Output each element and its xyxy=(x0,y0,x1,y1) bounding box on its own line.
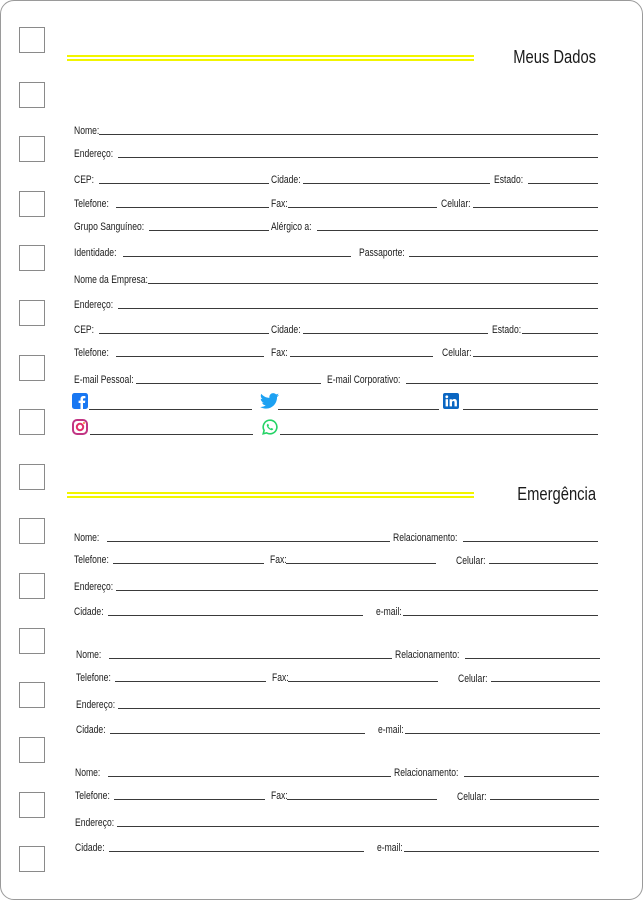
label-relacionamento: Relacionamento: xyxy=(394,767,459,779)
section-title-meus-dados: Meus Dados xyxy=(513,47,596,67)
checkbox[interactable] xyxy=(19,792,45,818)
label-cep-empresa: CEP: xyxy=(74,324,95,336)
label-grupo-sanguineo: Grupo Sanguíneo: xyxy=(74,221,145,233)
field-celular[interactable] xyxy=(491,681,600,682)
label-celular: Celular: xyxy=(457,791,487,803)
field-nome[interactable] xyxy=(99,134,598,135)
label-fax-empresa: Fax: xyxy=(271,347,288,359)
field-facebook[interactable] xyxy=(89,409,252,410)
field-telefone[interactable] xyxy=(116,207,269,208)
label-celular-empresa: Celular: xyxy=(442,347,472,359)
label-email-corporativo: E-mail Corporativo: xyxy=(327,374,401,386)
label-relacionamento: Relacionamento: xyxy=(393,532,458,544)
field-fax[interactable] xyxy=(288,207,437,208)
field-whatsapp[interactable] xyxy=(280,434,598,435)
whatsapp-icon xyxy=(262,419,278,435)
field-cep-empresa[interactable] xyxy=(99,333,269,334)
label-passaporte: Passaporte: xyxy=(359,247,405,259)
checkbox[interactable] xyxy=(19,245,45,271)
label-endereco-empresa: Endereço: xyxy=(74,299,114,311)
field-fax[interactable] xyxy=(288,681,438,682)
field-endereco[interactable] xyxy=(117,826,599,827)
checkbox[interactable] xyxy=(19,355,45,381)
field-nome-empresa[interactable] xyxy=(148,283,598,284)
label-telefone: Telefone: xyxy=(75,790,110,802)
field-cidade[interactable] xyxy=(110,733,365,734)
label-email: e-mail: xyxy=(377,842,403,854)
label-telefone-empresa: Telefone: xyxy=(74,347,109,359)
label-cep: CEP: xyxy=(74,174,95,186)
field-relacionamento[interactable] xyxy=(464,776,599,777)
checkbox[interactable] xyxy=(19,573,45,599)
field-fax[interactable] xyxy=(286,563,436,564)
linkedin-icon xyxy=(443,393,459,409)
facebook-icon xyxy=(72,393,88,409)
checkbox[interactable] xyxy=(19,737,45,763)
field-celular[interactable] xyxy=(473,207,598,208)
field-email-pessoal[interactable] xyxy=(136,383,321,384)
field-cep[interactable] xyxy=(99,183,269,184)
field-nome[interactable] xyxy=(108,776,391,777)
checkbox[interactable] xyxy=(19,409,45,435)
label-telefone: Telefone: xyxy=(74,554,109,566)
label-endereco: Endereço: xyxy=(74,148,114,160)
field-email-corporativo[interactable] xyxy=(406,383,598,384)
label-estado: Estado: xyxy=(494,174,524,186)
instagram-icon xyxy=(72,419,88,435)
field-twitter[interactable] xyxy=(278,409,439,410)
twitter-icon xyxy=(260,393,279,409)
field-relacionamento[interactable] xyxy=(463,541,598,542)
field-fax[interactable] xyxy=(287,799,437,800)
label-telefone: Telefone: xyxy=(76,672,111,684)
label-nome: Nome: xyxy=(74,532,100,544)
field-celular[interactable] xyxy=(489,563,598,564)
field-cidade[interactable] xyxy=(108,615,363,616)
field-telefone[interactable] xyxy=(115,681,266,682)
label-identidade: Identidade: xyxy=(74,247,117,259)
field-cidade[interactable] xyxy=(303,183,490,184)
label-telefone: Telefone: xyxy=(74,198,109,210)
field-linkedin[interactable] xyxy=(463,409,598,410)
field-identidade[interactable] xyxy=(123,256,351,257)
field-endereco[interactable] xyxy=(118,708,600,709)
checkbox[interactable] xyxy=(19,82,45,108)
highlight-bar xyxy=(67,59,474,61)
field-telefone[interactable] xyxy=(114,799,265,800)
field-nome[interactable] xyxy=(109,658,392,659)
label-cidade: Cidade: xyxy=(74,606,104,618)
label-fax: Fax: xyxy=(270,554,287,566)
checkbox[interactable] xyxy=(19,300,45,326)
label-estado-empresa: Estado: xyxy=(492,324,522,336)
field-passaporte[interactable] xyxy=(409,256,598,257)
label-celular: Celular: xyxy=(458,673,488,685)
label-nome: Nome: xyxy=(75,767,101,779)
checkbox[interactable] xyxy=(19,682,45,708)
checkbox[interactable] xyxy=(19,846,45,872)
label-cidade: Cidade: xyxy=(75,842,105,854)
label-email-pessoal: E-mail Pessoal: xyxy=(74,374,134,386)
checkbox[interactable] xyxy=(19,27,45,53)
highlight-bar xyxy=(67,55,474,57)
field-relacionamento[interactable] xyxy=(465,658,600,659)
field-telefone[interactable] xyxy=(113,563,264,564)
field-email[interactable] xyxy=(403,615,598,616)
highlight-bar xyxy=(67,496,474,498)
checkbox[interactable] xyxy=(19,518,45,544)
field-instagram[interactable] xyxy=(90,434,253,435)
field-fax-empresa[interactable] xyxy=(290,356,433,357)
field-cidade[interactable] xyxy=(109,851,364,852)
section-title-emergencia: Emergência xyxy=(517,484,596,504)
label-email: e-mail: xyxy=(378,724,404,736)
label-nome: Nome: xyxy=(76,649,102,661)
field-endereco[interactable] xyxy=(118,157,598,158)
field-endereco-empresa[interactable] xyxy=(118,308,598,309)
label-relacionamento: Relacionamento: xyxy=(395,649,460,661)
field-celular-empresa[interactable] xyxy=(473,356,598,357)
checkbox[interactable] xyxy=(19,628,45,654)
label-endereco: Endereço: xyxy=(75,817,115,829)
label-nome: Nome: xyxy=(74,125,100,137)
field-telefone-empresa[interactable] xyxy=(116,356,264,357)
label-alergico: Alérgico a: xyxy=(271,221,312,233)
field-celular[interactable] xyxy=(490,799,599,800)
label-cidade: Cidade: xyxy=(76,724,106,736)
label-celular: Celular: xyxy=(441,198,471,210)
label-endereco: Endereço: xyxy=(76,699,116,711)
field-email[interactable] xyxy=(405,733,600,734)
checkbox[interactable] xyxy=(19,464,45,490)
field-grupo-sanguineo[interactable] xyxy=(149,230,269,231)
label-email: e-mail: xyxy=(376,606,402,618)
label-fax: Fax: xyxy=(271,790,288,802)
field-estado[interactable] xyxy=(528,183,598,184)
field-estado-empresa[interactable] xyxy=(522,333,598,334)
label-celular: Celular: xyxy=(456,555,486,567)
label-cidade: Cidade: xyxy=(271,174,301,186)
label-endereco: Endereço: xyxy=(74,581,114,593)
label-cidade-empresa: Cidade: xyxy=(271,324,301,336)
field-endereco[interactable] xyxy=(116,590,598,591)
field-email[interactable] xyxy=(404,851,599,852)
field-alergico[interactable] xyxy=(317,230,598,231)
checkbox[interactable] xyxy=(19,191,45,217)
label-fax: Fax: xyxy=(271,198,288,210)
checkbox[interactable] xyxy=(19,136,45,162)
field-nome[interactable] xyxy=(107,541,390,542)
field-cidade-empresa[interactable] xyxy=(303,333,488,334)
label-fax: Fax: xyxy=(272,672,289,684)
highlight-bar xyxy=(67,492,474,494)
label-nome-empresa: Nome da Empresa: xyxy=(74,274,148,286)
